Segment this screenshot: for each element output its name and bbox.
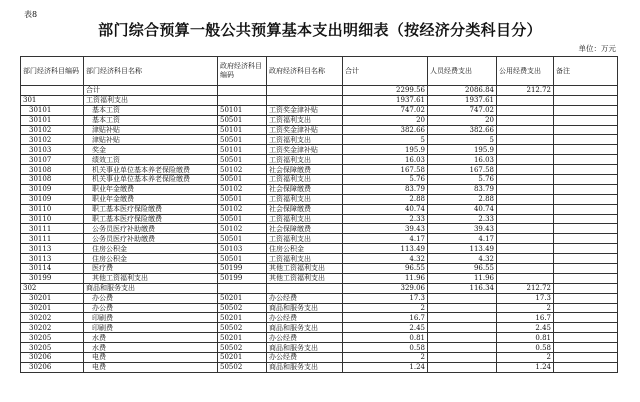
cell-gov-code: 50101 <box>218 105 267 115</box>
cell-gov-code: 50501 <box>218 234 267 244</box>
cell-note <box>554 145 618 155</box>
cell-total: 2.33 <box>343 214 428 224</box>
cell-public <box>497 214 554 224</box>
cell-total: 2.45 <box>343 323 428 333</box>
table-row <box>21 313 618 323</box>
cell-note <box>554 244 618 254</box>
cell-personnel: 167.58 <box>428 165 497 175</box>
cell-dept-code: 30206 <box>21 353 84 363</box>
cell-public <box>497 125 554 135</box>
cell-total: 1937.61 <box>343 95 428 105</box>
cell-dept-code: 30109 <box>21 194 84 204</box>
table-row <box>21 293 618 303</box>
cell-personnel: 5 <box>428 135 497 145</box>
cell-dept-name: 其他工资福利支出 <box>84 273 218 283</box>
cell-dept-code: 30101 <box>21 105 84 115</box>
cell-dept-name: 医疗费 <box>84 264 218 274</box>
cell-gov-code: 50201 <box>218 313 267 323</box>
cell-public: 212.72 <box>497 283 554 293</box>
cell-personnel: 4.32 <box>428 254 497 264</box>
cell-gov-code: 50502 <box>218 343 267 353</box>
cell-total: 167.58 <box>343 165 428 175</box>
cell-personnel: 116.34 <box>428 283 497 293</box>
cell-total: 1.24 <box>343 362 428 372</box>
cell-dept-name: 公务员医疗补助缴费 <box>84 224 218 234</box>
cell-note <box>554 264 618 274</box>
cell-public <box>497 145 554 155</box>
cell-public <box>497 105 554 115</box>
cell-public <box>497 234 554 244</box>
cell-personnel <box>428 362 497 372</box>
cell-personnel: 20 <box>428 115 497 125</box>
cell-personnel: 83.79 <box>428 184 497 194</box>
table-row <box>21 254 618 264</box>
cell-personnel: 11.96 <box>428 273 497 283</box>
cell-dept-code: 30110 <box>21 214 84 224</box>
cell-gov-code: 50102 <box>218 204 267 214</box>
table-row <box>21 175 618 185</box>
cell-personnel <box>428 343 497 353</box>
table-row <box>21 244 618 254</box>
cell-total: 96.55 <box>343 264 428 274</box>
cell-dept-name: 职工基本医疗保险缴费 <box>84 204 218 214</box>
cell-gov-code: 50102 <box>218 184 267 194</box>
cell-gov-name: 工资奖金津补贴 <box>267 105 343 115</box>
header-gov-name: 政府经济科目名称 <box>267 57 343 86</box>
cell-gov-name <box>267 283 343 293</box>
table-row <box>21 155 618 165</box>
cell-dept-name: 工资福利支出 <box>84 95 218 105</box>
cell-gov-code: 50502 <box>218 362 267 372</box>
cell-note <box>554 273 618 283</box>
cell-dept-code: 30199 <box>21 273 84 283</box>
table-row <box>21 204 618 214</box>
cell-public <box>497 175 554 185</box>
cell-personnel: 113.49 <box>428 244 497 254</box>
cell-dept-code: 30201 <box>21 293 84 303</box>
cell-note <box>554 224 618 234</box>
cell-gov-code: 50501 <box>218 194 267 204</box>
cell-personnel: 2.33 <box>428 214 497 224</box>
cell-public <box>497 155 554 165</box>
cell-total: 4.17 <box>343 234 428 244</box>
cell-personnel: 40.74 <box>428 204 497 214</box>
cell-dept-code: 30108 <box>21 165 84 175</box>
cell-public: 212.72 <box>497 86 554 96</box>
table-body <box>21 86 618 373</box>
cell-note <box>554 115 618 125</box>
header-note: 备注 <box>554 57 618 86</box>
cell-dept-name: 奖金 <box>84 145 218 155</box>
cell-note <box>554 135 618 145</box>
cell-dept-code: 30107 <box>21 155 84 165</box>
cell-personnel <box>428 323 497 333</box>
cell-personnel <box>428 353 497 363</box>
cell-note <box>554 155 618 165</box>
cell-note <box>554 303 618 313</box>
cell-note <box>554 105 618 115</box>
table-row <box>21 95 618 105</box>
cell-note <box>554 353 618 363</box>
cell-personnel: 195.9 <box>428 145 497 155</box>
cell-dept-code: 30113 <box>21 254 84 264</box>
table-row <box>21 343 618 353</box>
cell-total: 16.03 <box>343 155 428 165</box>
cell-total: 382.66 <box>343 125 428 135</box>
budget-table <box>20 56 618 373</box>
cell-dept-code: 30111 <box>21 224 84 234</box>
cell-personnel: 16.03 <box>428 155 497 165</box>
cell-gov-name: 商品和服务支出 <box>267 343 343 353</box>
cell-gov-code: 50103 <box>218 244 267 254</box>
table-row <box>21 86 618 96</box>
cell-public <box>497 204 554 214</box>
cell-personnel: 2.88 <box>428 194 497 204</box>
header-dept-name: 部门经济科目名称 <box>84 57 218 86</box>
cell-dept-code: 30113 <box>21 244 84 254</box>
table-row <box>21 115 618 125</box>
cell-dept-code: 30102 <box>21 125 84 135</box>
cell-public: 2 <box>497 303 554 313</box>
cell-gov-name: 工资福利支出 <box>267 155 343 165</box>
table-row <box>21 273 618 283</box>
cell-gov-name: 工资福利支出 <box>267 214 343 224</box>
cell-note <box>554 362 618 372</box>
cell-note <box>554 194 618 204</box>
table-row <box>21 214 618 224</box>
cell-public <box>497 135 554 145</box>
cell-gov-code: 50101 <box>218 125 267 135</box>
cell-gov-name: 社会保障缴费 <box>267 165 343 175</box>
cell-gov-code: 50501 <box>218 155 267 165</box>
cell-dept-code: 30202 <box>21 313 84 323</box>
cell-public: 1.24 <box>497 362 554 372</box>
cell-dept-name: 印刷费 <box>84 323 218 333</box>
cell-personnel <box>428 293 497 303</box>
cell-personnel: 4.17 <box>428 234 497 244</box>
cell-gov-name: 社会保障缴费 <box>267 184 343 194</box>
table-row <box>21 353 618 363</box>
cell-gov-name: 工资福利支出 <box>267 234 343 244</box>
cell-public: 16.7 <box>497 313 554 323</box>
cell-gov-code: 50101 <box>218 145 267 155</box>
cell-dept-name: 绩效工资 <box>84 155 218 165</box>
cell-total: 16.7 <box>343 313 428 323</box>
cell-personnel: 2086.84 <box>428 86 497 96</box>
cell-gov-code <box>218 283 267 293</box>
table-row <box>21 333 618 343</box>
cell-note <box>554 184 618 194</box>
cell-public: 0.58 <box>497 343 554 353</box>
table-row <box>21 105 618 115</box>
cell-note <box>554 125 618 135</box>
cell-dept-name: 职业年金缴费 <box>84 184 218 194</box>
cell-public: 0.81 <box>497 333 554 343</box>
cell-dept-name: 职工基本医疗保险缴费 <box>84 214 218 224</box>
cell-dept-code: 30109 <box>21 184 84 194</box>
cell-gov-code <box>218 86 267 96</box>
cell-note <box>554 86 618 96</box>
cell-dept-name: 水费 <box>84 333 218 343</box>
cell-total: 747.02 <box>343 105 428 115</box>
cell-gov-code: 50102 <box>218 224 267 234</box>
cell-public <box>497 254 554 264</box>
cell-note <box>554 165 618 175</box>
header-public: 公用经费支出 <box>497 57 554 86</box>
cell-total: 17.3 <box>343 293 428 303</box>
cell-personnel: 1937.61 <box>428 95 497 105</box>
cell-note <box>554 293 618 303</box>
cell-dept-name: 印刷费 <box>84 313 218 323</box>
cell-dept-name: 办公费 <box>84 303 218 313</box>
cell-dept-name: 公务员医疗补助缴费 <box>84 234 218 244</box>
page-title: 部门综合预算一般公共预算基本支出明细表（按经济分类科目分） <box>98 21 542 39</box>
cell-dept-code: 30111 <box>21 234 84 244</box>
cell-total: 329.06 <box>343 283 428 293</box>
cell-dept-code: 30201 <box>21 303 84 313</box>
cell-total: 5 <box>343 135 428 145</box>
cell-personnel: 39.43 <box>428 224 497 234</box>
cell-gov-name: 商品和服务支出 <box>267 323 343 333</box>
cell-dept-code: 30206 <box>21 362 84 372</box>
cell-gov-code: 50199 <box>218 264 267 274</box>
cell-public <box>497 273 554 283</box>
header-dept-code: 部门经济科目编码 <box>21 57 84 86</box>
cell-public <box>497 115 554 125</box>
cell-note <box>554 234 618 244</box>
cell-personnel <box>428 303 497 313</box>
table-row <box>21 145 618 155</box>
cell-gov-code: 50201 <box>218 293 267 303</box>
header-personnel: 人员经费支出 <box>428 57 497 86</box>
cell-gov-name <box>267 95 343 105</box>
table-row <box>21 194 618 204</box>
cell-gov-name: 其他工资福利支出 <box>267 264 343 274</box>
cell-dept-code: 30103 <box>21 145 84 155</box>
table-row <box>21 362 618 372</box>
cell-dept-name: 机关事业单位基本养老保险缴费 <box>84 175 218 185</box>
cell-gov-name: 工资奖金津补贴 <box>267 145 343 155</box>
cell-gov-code <box>218 95 267 105</box>
cell-gov-code: 50201 <box>218 353 267 363</box>
cell-dept-name: 水费 <box>84 343 218 353</box>
cell-dept-name: 职业年金缴费 <box>84 194 218 204</box>
table-row <box>21 283 618 293</box>
cell-note <box>554 323 618 333</box>
cell-dept-name: 津贴补贴 <box>84 135 218 145</box>
cell-dept-name: 电费 <box>84 353 218 363</box>
cell-gov-name: 工资福利支出 <box>267 175 343 185</box>
cell-gov-name: 社会保障缴费 <box>267 204 343 214</box>
cell-total: 195.9 <box>343 145 428 155</box>
cell-gov-name: 工资福利支出 <box>267 135 343 145</box>
cell-total: 2 <box>343 353 428 363</box>
table-row <box>21 303 618 313</box>
cell-personnel <box>428 333 497 343</box>
cell-gov-name: 商品和服务支出 <box>267 303 343 313</box>
cell-note <box>554 313 618 323</box>
cell-public <box>497 194 554 204</box>
cell-dept-code: 30114 <box>21 264 84 274</box>
cell-total: 5.76 <box>343 175 428 185</box>
cell-personnel <box>428 313 497 323</box>
cell-note <box>554 175 618 185</box>
cell-dept-name: 基本工资 <box>84 115 218 125</box>
cell-dept-code <box>21 86 84 96</box>
cell-public <box>497 264 554 274</box>
cell-gov-name: 办公经费 <box>267 313 343 323</box>
cell-total: 40.74 <box>343 204 428 214</box>
cell-dept-name: 办公费 <box>84 293 218 303</box>
cell-note <box>554 283 618 293</box>
table-row <box>21 125 618 135</box>
cell-public <box>497 224 554 234</box>
cell-public: 2 <box>497 353 554 363</box>
cell-dept-code: 30202 <box>21 323 84 333</box>
cell-total: 113.49 <box>343 244 428 254</box>
table-row <box>21 224 618 234</box>
cell-dept-code: 30110 <box>21 204 84 214</box>
cell-dept-code: 30108 <box>21 175 84 185</box>
cell-gov-name: 办公经费 <box>267 353 343 363</box>
cell-public <box>497 244 554 254</box>
cell-gov-name: 商品和服务支出 <box>267 362 343 372</box>
cell-dept-name: 商品和服务支出 <box>84 283 218 293</box>
cell-note <box>554 343 618 353</box>
cell-dept-name: 住房公积金 <box>84 244 218 254</box>
cell-personnel: 382.66 <box>428 125 497 135</box>
cell-total: 4.32 <box>343 254 428 264</box>
header-gov-code: 政府经济科目编码 <box>218 57 267 86</box>
cell-personnel: 5.76 <box>428 175 497 185</box>
cell-note <box>554 95 618 105</box>
cell-gov-code: 50501 <box>218 254 267 264</box>
cell-dept-name: 合计 <box>84 86 218 96</box>
cell-dept-name: 机关事业单位基本养老保险缴费 <box>84 165 218 175</box>
table-row <box>21 323 618 333</box>
cell-public: 2.45 <box>497 323 554 333</box>
cell-total: 0.81 <box>343 333 428 343</box>
cell-total: 11.96 <box>343 273 428 283</box>
table-row <box>21 165 618 175</box>
cell-dept-code: 30205 <box>21 343 84 353</box>
cell-total: 0.58 <box>343 343 428 353</box>
cell-gov-name: 工资福利支出 <box>267 115 343 125</box>
cell-gov-code: 50501 <box>218 214 267 224</box>
header-total: 合计 <box>343 57 428 86</box>
cell-gov-code: 50102 <box>218 165 267 175</box>
cell-dept-name: 电费 <box>84 362 218 372</box>
cell-note <box>554 214 618 224</box>
cell-dept-name: 基本工资 <box>84 105 218 115</box>
cell-gov-name: 工资福利支出 <box>267 194 343 204</box>
table-row <box>21 184 618 194</box>
cell-gov-name: 住房公积金 <box>267 244 343 254</box>
table-row <box>21 135 618 145</box>
cell-gov-code: 50502 <box>218 323 267 333</box>
cell-gov-name: 社会保障缴费 <box>267 224 343 234</box>
cell-dept-name: 津贴补贴 <box>84 125 218 135</box>
cell-note <box>554 204 618 214</box>
cell-public <box>497 184 554 194</box>
cell-note <box>554 254 618 264</box>
cell-gov-name <box>267 86 343 96</box>
cell-gov-name: 工资奖金津补贴 <box>267 125 343 135</box>
cell-gov-code: 50501 <box>218 135 267 145</box>
cell-total: 2 <box>343 303 428 313</box>
cell-personnel: 747.02 <box>428 105 497 115</box>
table-row <box>21 234 618 244</box>
cell-gov-name: 工资福利支出 <box>267 254 343 264</box>
cell-dept-name: 住房公积金 <box>84 254 218 264</box>
cell-gov-code: 50502 <box>218 303 267 313</box>
cell-dept-code: 30102 <box>21 135 84 145</box>
cell-dept-code: 30205 <box>21 333 84 343</box>
cell-gov-code: 50501 <box>218 175 267 185</box>
cell-total: 83.79 <box>343 184 428 194</box>
unit-label: 单位：万元 <box>578 44 616 53</box>
cell-total: 2299.56 <box>343 86 428 96</box>
cell-gov-name: 办公经费 <box>267 293 343 303</box>
cell-gov-code: 50199 <box>218 273 267 283</box>
cell-gov-code: 50201 <box>218 333 267 343</box>
cell-dept-code: 302 <box>21 283 84 293</box>
cell-total: 39.43 <box>343 224 428 234</box>
cell-dept-code: 301 <box>21 95 84 105</box>
cell-public <box>497 165 554 175</box>
cell-total: 20 <box>343 115 428 125</box>
cell-note <box>554 333 618 343</box>
table-header-row <box>21 57 618 86</box>
cell-gov-name: 其他工资福利支出 <box>267 273 343 283</box>
cell-personnel: 96.55 <box>428 264 497 274</box>
table-row <box>21 264 618 274</box>
cell-gov-name: 办公经费 <box>267 333 343 343</box>
cell-public <box>497 95 554 105</box>
cell-total: 2.88 <box>343 194 428 204</box>
cell-gov-code: 50501 <box>218 115 267 125</box>
table-label: 表8 <box>24 10 38 19</box>
cell-dept-code: 30101 <box>21 115 84 125</box>
cell-public: 17.3 <box>497 293 554 303</box>
